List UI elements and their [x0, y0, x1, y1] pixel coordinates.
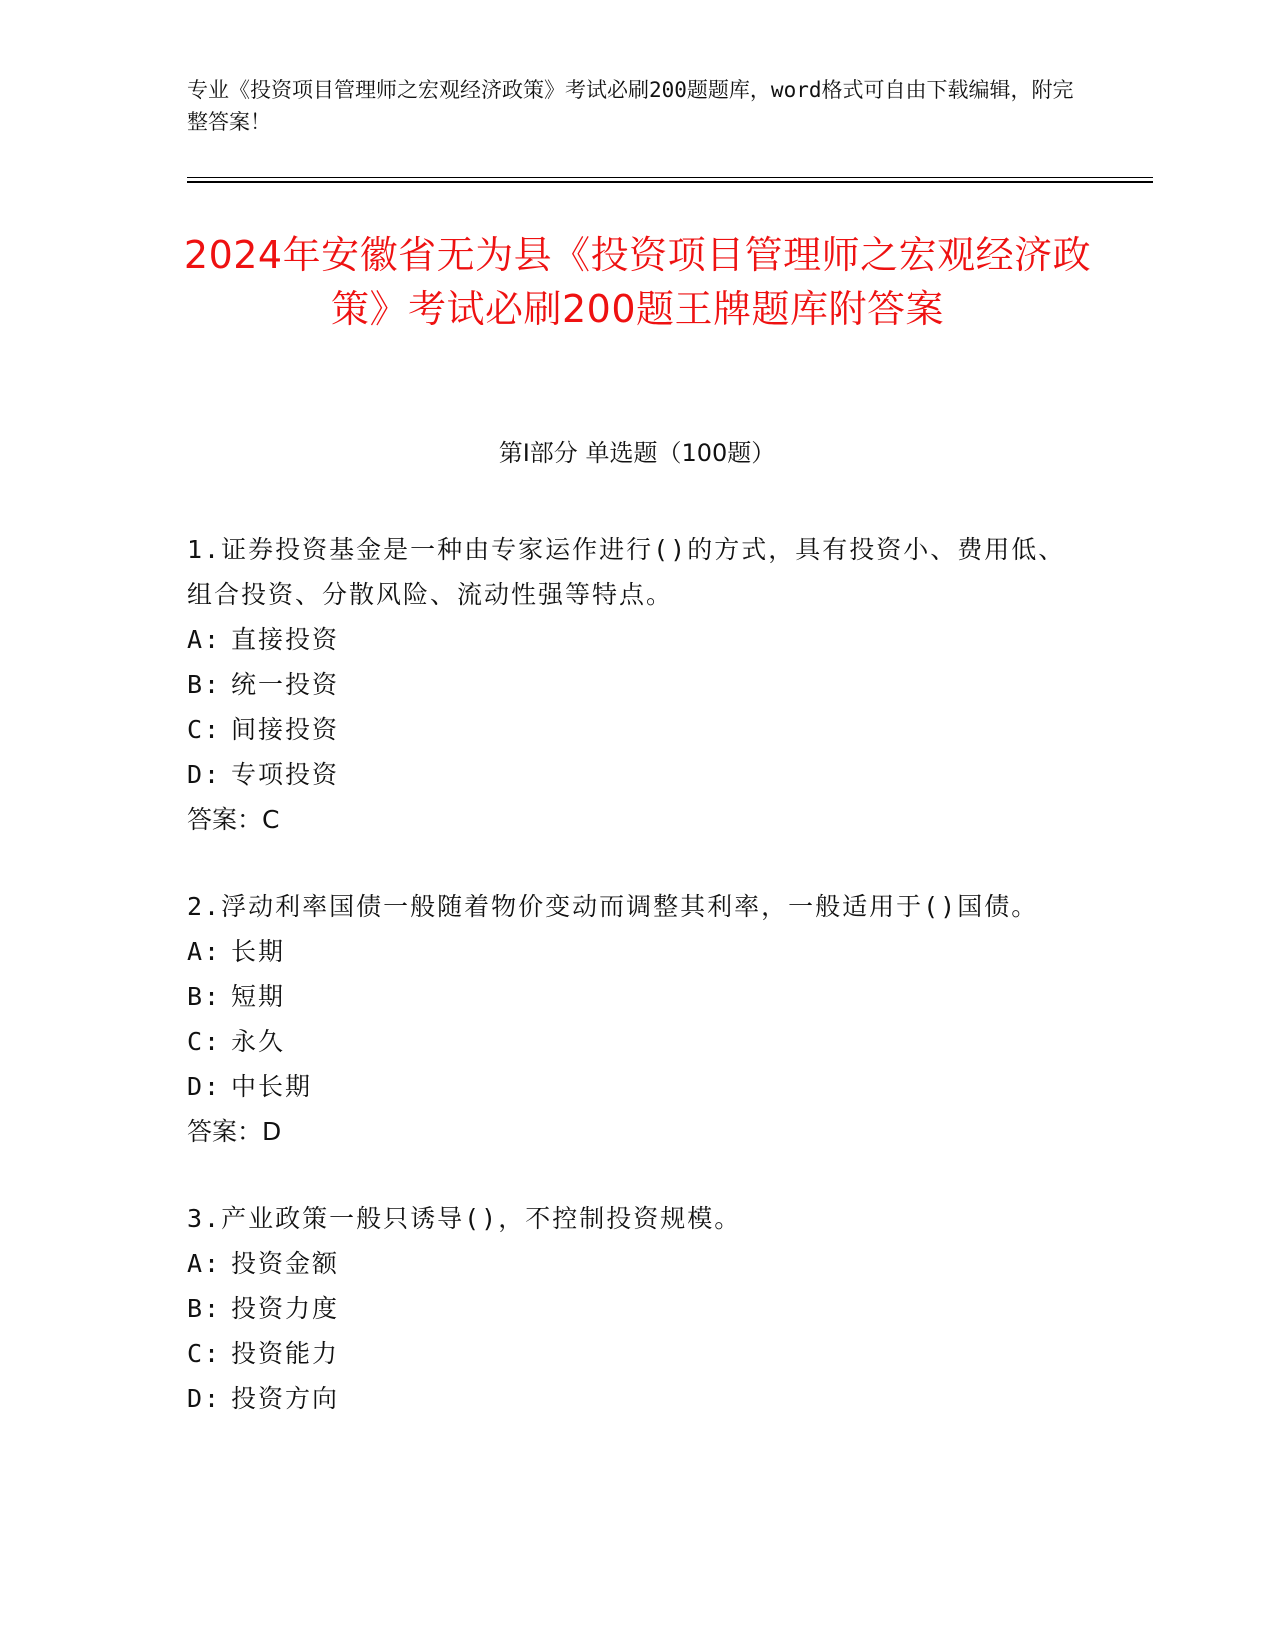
option-text: 投资能力 [231, 1339, 340, 1368]
option-b [187, 1286, 1067, 1331]
header-divider-thin [187, 177, 1153, 178]
question-list [187, 527, 1067, 1463]
header-divider-thick [187, 181, 1153, 183]
section-title: 第Ⅰ部分 单选题（100题） [498, 439, 776, 467]
option-d [187, 1376, 1067, 1421]
question-3 [187, 1196, 1067, 1421]
answer-value: C [262, 805, 280, 834]
option-label: B: [187, 1294, 222, 1323]
question-text: 1.证券投资基金是一种由专家运作进行()的方式，具有投资小、费用低、组合投资、分散风险、流动性强等特点。 [187, 535, 1066, 609]
option-label: B: [187, 982, 222, 1011]
option-text: 中长期 [231, 1072, 313, 1101]
question-text: 3.产业政策一般只诱导()，不控制投资规模。 [187, 1204, 742, 1233]
option-c [187, 1331, 1067, 1376]
option-c [187, 707, 1067, 752]
option-text: 直接投资 [231, 625, 340, 654]
option-text: 永久 [231, 1027, 286, 1056]
document-title: 2024年安徽省无为县《投资项目管理师之宏观经济政策》考试必刷200题王牌题库附答案 [183, 233, 1092, 331]
option-label: D: [187, 1072, 222, 1101]
option-text: 专项投资 [231, 760, 340, 789]
option-b [187, 974, 1067, 1019]
option-text: 短期 [231, 982, 286, 1011]
option-text: 间接投资 [231, 715, 340, 744]
option-text: 投资方向 [231, 1384, 340, 1413]
header-note: 专业《投资项目管理师之宏观经济政策》考试必刷200题题库，word格式可自由下载编辑，附完整答案！ [187, 78, 1074, 134]
option-label: C: [187, 715, 222, 744]
option-d [187, 752, 1067, 797]
option-label: A: [187, 625, 222, 654]
answer-line [187, 1109, 1067, 1154]
option-c [187, 1019, 1067, 1064]
question-text: 2.浮动利率国债一般随着物价变动而调整其利率，一般适用于()国债。 [187, 892, 1039, 921]
option-a [187, 1241, 1067, 1286]
answer-line [187, 797, 1067, 842]
option-text: 投资力度 [231, 1294, 340, 1323]
option-label: A: [187, 1249, 222, 1278]
option-text: 投资金额 [231, 1249, 340, 1278]
option-label: B: [187, 670, 222, 699]
option-text: 统一投资 [231, 670, 340, 699]
option-text: 长期 [231, 937, 286, 966]
option-d [187, 1064, 1067, 1109]
option-a [187, 617, 1067, 662]
option-label: D: [187, 1384, 222, 1413]
option-b [187, 662, 1067, 707]
option-label: C: [187, 1339, 222, 1368]
answer-prefix: 答案： [187, 1117, 263, 1146]
option-label: A: [187, 937, 222, 966]
option-a [187, 929, 1067, 974]
answer-value: D [262, 1117, 282, 1146]
answer-prefix: 答案： [187, 805, 263, 834]
question-1 [187, 527, 1067, 842]
option-label: C: [187, 1027, 222, 1056]
option-label: D: [187, 760, 222, 789]
question-2 [187, 884, 1067, 1154]
